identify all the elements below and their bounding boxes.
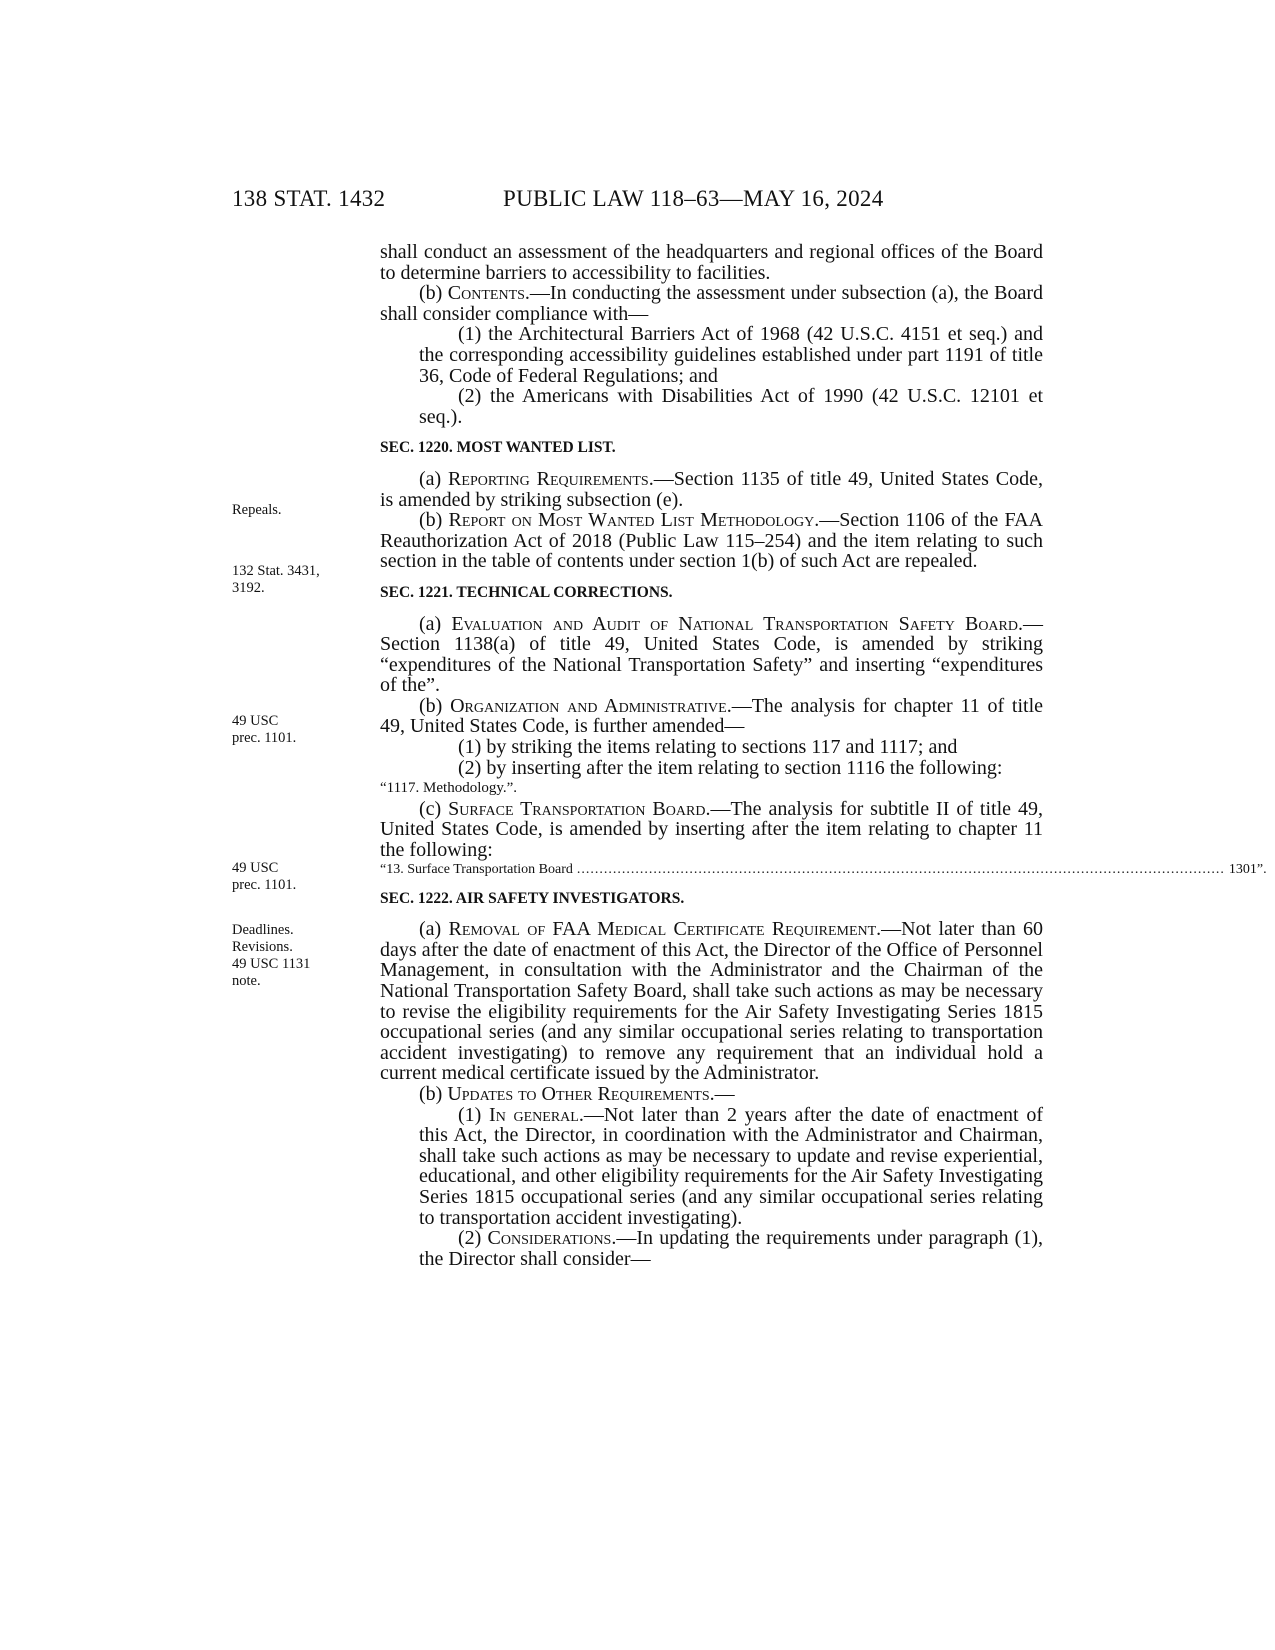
- paragraph-contents: [380, 283, 1043, 324]
- toc-entry-number: 1301”.: [1228, 861, 1267, 877]
- paragraph-updates-other-requirements: [380, 1084, 1043, 1105]
- paragraph-evaluation-audit: [380, 614, 1043, 696]
- margin-note-stat-reference: [232, 563, 362, 597]
- paragraph-in-general: [380, 1105, 1043, 1229]
- subsection-heading-updates: Updates to Other Requirements.: [447, 1082, 715, 1105]
- paragraph-number: (a): [419, 467, 449, 490]
- margin-note-line: prec. 1101.: [232, 730, 297, 746]
- paragraph-number: (b): [419, 282, 448, 305]
- subsection-heading-reporting: Reporting Requirements.: [448, 467, 654, 490]
- paragraph-text: —In conducting the assessment under subsection (a), the Board shall consider compliance with—: [380, 282, 1043, 325]
- paragraph-removal-medical-certificate: [380, 919, 1043, 1084]
- inserted-text-methodology: “1117. Methodology.”.: [380, 780, 518, 797]
- paragraph-text: —Section 1135 of title 49, United States Code, is amended by striking subsection (e).: [380, 467, 1043, 511]
- paragraph-number: (2): [458, 1227, 488, 1250]
- paragraph-text: —Section 1138(a) of title 49, United States Code, is amended by striking “expenditures of the National Transportation Safety” and inserting “expenditures of the”.: [380, 612, 1043, 697]
- paragraph-number: (a): [419, 918, 449, 941]
- subsection-heading-organization: Organization and Administrative.: [450, 694, 732, 717]
- margin-note-deadlines-revisions: [232, 922, 362, 990]
- section-heading-1222: SEC. 1222. AIR SAFETY INVESTIGATORS.: [380, 889, 685, 907]
- statute-page-reference: 138 STAT. 1432: [232, 186, 386, 211]
- main-text-column: [380, 241, 1267, 1270]
- paragraph-americans-disabilities: (2) the Americans with Disabilities Act of 1990 (42 U.S.C. 12101 et seq.).: [419, 385, 1043, 428]
- paragraph-text: —Not later than 2 years after the date of enactment of this Act, the Director, in coordination with the Administrator and Chairman, shall take such actions as may be necessary to update and revise experiential, educational, and other eligibility requirements for the Air Safety Investigating Series 1815 occupational series (and any similar occupational series relating to transportation accident investigating).: [419, 1103, 1043, 1229]
- paragraph-considerations: [380, 1228, 1043, 1269]
- paragraph-reporting-requirements: [380, 469, 1043, 510]
- subsection-heading-contents: Contents.: [447, 282, 530, 305]
- margin-note-line: prec. 1101.: [232, 877, 297, 893]
- paragraph-text: —: [714, 1082, 735, 1105]
- paragraph-assessment: shall conduct an assessment of the headquarters and regional offices of the Board to determine barriers to accessibility to facilities.: [380, 241, 1043, 284]
- margin-note-line: 49 USC: [232, 860, 279, 876]
- margin-note-line: Deadlines.: [232, 922, 294, 938]
- margin-note-line: Revisions.: [232, 939, 293, 955]
- paragraph-number: (b): [419, 694, 451, 717]
- table-of-contents-entry: [380, 861, 1267, 878]
- margin-note-line: 3192.: [232, 580, 265, 596]
- paragraph-inserting-after: (2) by inserting after the item relating to section 1116 the following:: [458, 756, 1003, 779]
- paragraph-text: —The analysis for subtitle II of title 49, United States Code, is amended by inserting after the item relating to chapter 11 the following:: [380, 797, 1043, 862]
- paragraph-number: (1): [458, 1103, 490, 1126]
- margin-note-line: Repeals.: [232, 502, 282, 518]
- section-heading-1220: SEC. 1220. MOST WANTED LIST.: [380, 439, 616, 457]
- margin-note-line: 49 USC 1131: [232, 956, 311, 972]
- paragraph-number: (c): [419, 797, 449, 820]
- margin-note-line: note.: [232, 973, 261, 989]
- subsection-heading-evaluation: Evaluation and Audit of National Transportation Safety Board.: [451, 612, 1023, 635]
- paragraph-surface-transportation: [380, 799, 1043, 861]
- paragraph-text: —Section 1106 of the FAA Reauthorization Act of 2018 (Public Law 115–254) and the item relating to such section in the table of contents under section 1(b) of such Act are repealed.: [380, 509, 1043, 573]
- paragraph-architectural-barriers: (1) the Architectural Barriers Act of 1968 (42 U.S.C. 4151 et seq.) and the corresponding accessibility guidelines established under part 1191 of title 36, Code of Federal Regulations; and: [419, 323, 1043, 387]
- margin-note-usc-prec-1101-second: [232, 860, 362, 894]
- paragraph-striking-items: (1) by striking the items relating to sections 117 and 1117; and: [458, 736, 958, 759]
- subsection-heading-removal: Removal of FAA Medical Certificate Requirement.: [448, 918, 882, 941]
- section-heading-1221: SEC. 1221. TECHNICAL CORRECTIONS.: [380, 583, 673, 601]
- subsection-heading-report: Report on Most Wanted List Methodology.: [448, 509, 820, 532]
- paragraph-heading-considerations: Considerations.: [487, 1227, 617, 1250]
- toc-entry-label: “13. Surface Transportation Board: [380, 861, 573, 877]
- paragraph-text: —Not later than 60 days after the date of enactment of this Act, the Director of the Office of Personnel Management, in consultation with the Administrator and the Chairman of the National Transportation Safety Board, shall take such actions as may be necessary to revise the eligibility requirements for the Air Safety Investigating Series 1815 occupational series (and any similar occupational series relating to transportation accident investigating) to remove any requirement that an individual hold a current medical certificate issued by the Administrator.: [380, 918, 1043, 1085]
- public-law-title: PUBLIC LAW 118–63—MAY 16, 2024: [503, 186, 884, 211]
- paragraph-text: —The analysis for chapter 11 of title 49, United States Code, is further amended—: [380, 694, 1044, 738]
- margin-note-usc-prec-1101-first: [232, 713, 362, 747]
- margin-note-line: 49 USC: [232, 713, 279, 729]
- paragraph-number: (b): [419, 509, 449, 532]
- margin-note-repeals: [232, 502, 362, 519]
- paragraph-most-wanted-methodology: [380, 510, 1043, 572]
- paragraph-number: (a): [419, 612, 452, 635]
- margin-note-line: 132 Stat. 3431,: [232, 563, 320, 579]
- paragraph-number: (b): [419, 1082, 448, 1105]
- paragraph-organization-administrative: [380, 696, 1043, 737]
- paragraph-text: —In updating the requirements under paragraph (1), the Director shall consider—: [419, 1227, 1043, 1270]
- toc-leader-dots: ................................................................................................................................................: [576, 861, 1225, 877]
- paragraph-heading-in-general: In general.: [489, 1103, 584, 1126]
- subsection-heading-surface: Surface Transportation Board.: [448, 797, 711, 820]
